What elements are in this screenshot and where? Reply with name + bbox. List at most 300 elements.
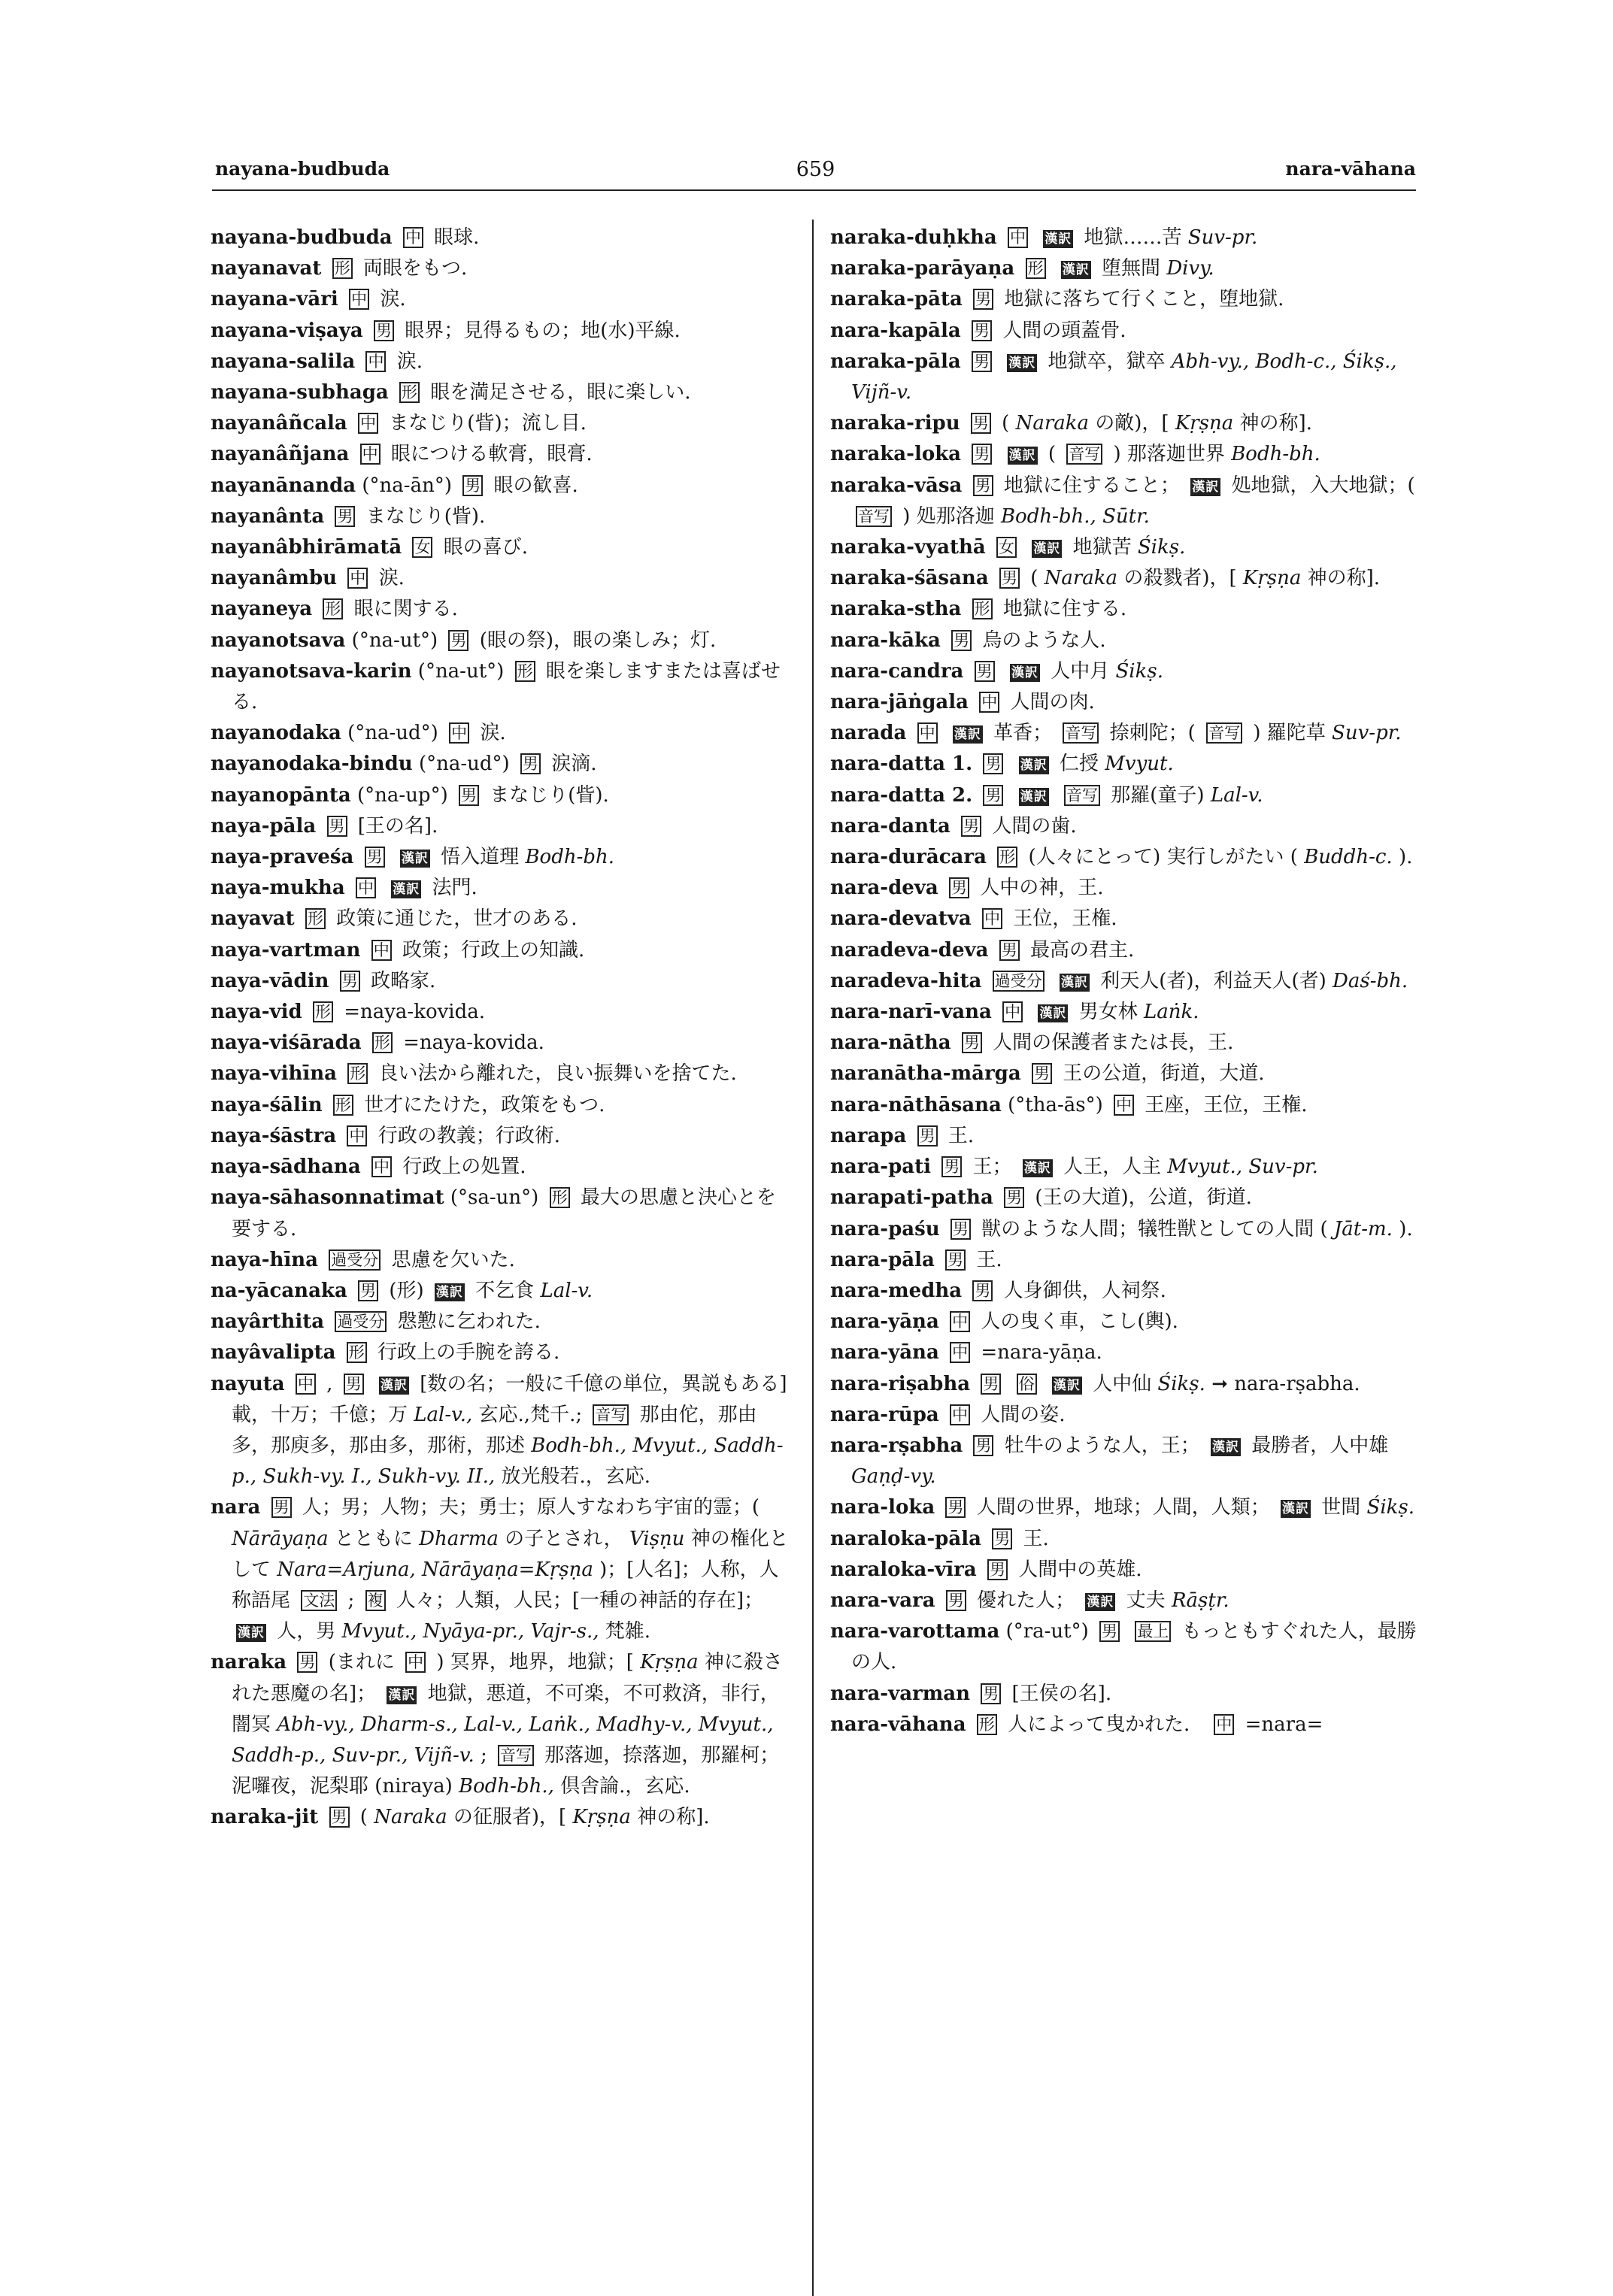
definition-text: 地獄，悪道，不可楽，不可救済，非行，闇冥 <box>232 1682 780 1736</box>
kanyaku-label: 漢訳 <box>388 1687 416 1703</box>
definition-text: 地獄に落ちて行くこと，堕地獄. <box>1004 288 1284 311</box>
headword: nayanâbhirāmatā <box>211 536 402 559</box>
source-reference: Kṛṣṇa <box>640 1651 699 1674</box>
headword: nayana-subhaga <box>211 381 389 404</box>
definition-text: ➞ nara-rṣabha. <box>1211 1372 1360 1395</box>
kanyaku-label: 漢訳 <box>954 727 981 743</box>
headword: nara-datta 1. <box>830 753 973 776</box>
grammar-label: 男 <box>917 1125 938 1146</box>
grammar-label: 形 <box>313 1001 333 1022</box>
headword: nayanâmbu <box>211 567 338 590</box>
dictionary-entry <box>211 439 794 470</box>
headword: nayanâñjana <box>211 443 350 466</box>
definition-text: 王の公道，街道，大道. <box>1063 1062 1265 1086</box>
dictionary-entry <box>830 1400 1432 1431</box>
headword: naya-vartman <box>211 938 361 962</box>
headword: nayâvalipta <box>211 1341 336 1365</box>
kanyaku-label: 漢訳 <box>1060 974 1088 990</box>
dictionary-entry <box>830 842 1432 873</box>
grammar-label: 中 <box>360 444 381 465</box>
grammar-label: 男 <box>1004 1187 1024 1208</box>
dictionary-entry <box>830 966 1432 997</box>
definition-text: 人，男 <box>277 1620 336 1643</box>
definition-text: 獣のような人間；犠牲獣としての人間 ( <box>981 1217 1328 1240</box>
definition-text: 行政上の手腕を誇る. <box>377 1341 560 1365</box>
grammar-label: 男 <box>335 506 355 527</box>
source-reference: Abh-vy., Dharm-s., Lal-v., Laṅk., Madhy-v., Mvyut., Saddh-p., Suv-pr., Vijñ-v. <box>232 1713 774 1767</box>
dictionary-entry <box>211 1121 794 1152</box>
grammar-label: 形 <box>332 258 353 279</box>
definition-text: 涙滴. <box>551 753 597 776</box>
definition-text: (°sa-un°) <box>450 1186 539 1210</box>
source-reference: Mvyut., Suv-pr. <box>1167 1156 1318 1179</box>
definition-text: 丈夫 <box>1126 1589 1166 1612</box>
definition-text: 人間の姿. <box>981 1403 1066 1426</box>
dictionary-entry <box>830 1492 1432 1523</box>
definition-text: =nara-yāṇa. <box>981 1341 1102 1365</box>
dictionary-entry <box>211 656 794 718</box>
source-reference: Bodh-bh., Mvyut., Saddh-p., Sukh-vy. I., Sukh-vy. II., <box>232 1434 784 1489</box>
definition-text: 人間中の英雄. <box>1018 1558 1142 1581</box>
definition-text: 烏のような人. <box>982 629 1106 652</box>
grammar-label: 形 <box>977 1714 997 1735</box>
source-reference: Laṅk. <box>1143 1001 1199 1024</box>
kanyaku-label: 漢訳 <box>1053 1377 1081 1393</box>
dictionary-entry <box>830 997 1432 1028</box>
grammar-label: 男 <box>972 351 992 372</box>
source-reference: Divy. <box>1166 257 1214 280</box>
source-reference: Lal-v. <box>540 1279 593 1302</box>
grammar-label: 形 <box>972 598 993 619</box>
headword: naraloka-vīra <box>830 1558 977 1581</box>
definition-text: 涙. <box>378 567 405 590</box>
headword: naraka-vyathā <box>830 536 986 559</box>
grammar-label: 形 <box>323 598 343 619</box>
grammar-label: 男 <box>946 1590 966 1611</box>
definition-text: 人；男；人物；夫；勇士；原人すなわち宇宙的霊；( <box>302 1496 760 1519</box>
grammar-label: 音写 <box>498 1745 534 1766</box>
grammar-label: 中 <box>347 568 368 589</box>
definition-text: 眼を楽しますまたは喜ばせる. <box>232 659 781 714</box>
grammar-label: 音写 <box>593 1404 629 1425</box>
dictionary-entry <box>211 780 794 811</box>
grammar-label: 中 <box>356 877 376 898</box>
grammar-label: 男 <box>973 475 993 496</box>
definition-text: ( <box>1002 412 1010 435</box>
definition-text: 眼球. <box>434 226 480 249</box>
definition-text: 眼を満足させる，眼に楽しい. <box>430 381 691 404</box>
headword: naya-sādhana <box>211 1156 361 1179</box>
grammar-label: 男 <box>374 320 394 341</box>
definition-text: 眼界；見得るもの；地(水)平線. <box>405 319 681 342</box>
dictionary-entry <box>211 532 794 563</box>
definition-text: 人間の頭蓋骨. <box>1002 319 1126 342</box>
dictionary-entry <box>211 904 794 934</box>
definition-text: 地獄……苦 <box>1084 226 1182 249</box>
kanyaku-label: 漢訳 <box>1008 448 1036 464</box>
kanyaku-label: 漢訳 <box>1039 1006 1067 1022</box>
dictionary-entry <box>830 253 1432 284</box>
definition-text: ( <box>359 1806 368 1829</box>
definition-text: ) 羅陀草 <box>1253 722 1326 745</box>
headword: naraka-pāta <box>830 288 963 311</box>
grammar-label: 男 <box>340 971 360 992</box>
definition-text: 涙. <box>480 722 506 745</box>
definition-text: 人間の保護者または長，王. <box>993 1031 1234 1055</box>
definition-text: (人々にとって) 実行しがたい ( <box>1028 846 1298 869</box>
grammar-label: 男 <box>972 320 992 341</box>
headword: nara-yāṇa <box>830 1310 939 1334</box>
dictionary-entry <box>830 594 1432 625</box>
headword: nayanâñcala <box>211 412 347 435</box>
grammar-label: 男 <box>983 753 1003 774</box>
dictionary-entry <box>830 223 1432 253</box>
definition-text: まなじり(眥). <box>490 783 609 807</box>
definition-text: まなじり(眥)；流し目. <box>389 412 587 435</box>
dictionary-entry <box>830 347 1432 408</box>
source-reference: Dharma <box>419 1527 499 1550</box>
headword: nara-kapāla <box>830 319 961 342</box>
definition-text: 涙. <box>396 350 423 373</box>
headword: nayanānanda <box>211 474 356 497</box>
dictionary-entry <box>211 1492 794 1647</box>
grammar-label: 形 <box>1026 258 1046 279</box>
grammar-label: 形 <box>997 847 1017 868</box>
definition-text: (°tha-ās°) <box>1008 1093 1103 1116</box>
source-reference: Gaṇḍ-vy. <box>851 1465 936 1489</box>
definition-text: 王位，王権. <box>1013 907 1117 931</box>
headword: narada <box>830 722 907 745</box>
kanyaku-label: 漢訳 <box>401 851 429 867</box>
definition-text: 眼に関する. <box>353 598 458 621</box>
source-reference: Nārāyaṇa <box>232 1527 329 1550</box>
headword: nara-nāthāsana <box>830 1093 1002 1116</box>
source-reference: Naraka <box>1044 567 1118 590</box>
dictionary-entry <box>211 501 794 532</box>
dictionary-entry <box>830 1431 1432 1492</box>
dictionary-entry <box>211 749 794 780</box>
definition-text: 人間の世界，地球；人間，人類； <box>976 1496 1270 1519</box>
kanyaku-label: 漢訳 <box>1087 1594 1114 1610</box>
grammar-label: 男 <box>358 1280 378 1301</box>
definition-text: 地獄に住する. <box>1002 598 1127 621</box>
dictionary-entry <box>211 1802 794 1833</box>
source-reference: Śikṣ. <box>1157 1372 1205 1395</box>
dictionary-entry <box>830 749 1432 780</box>
headword: naya-hīna <box>211 1248 319 1271</box>
kanyaku-label: 漢訳 <box>1045 232 1072 247</box>
grammar-label: 過受分 <box>993 971 1045 992</box>
headword: nara-candra <box>830 659 964 683</box>
grammar-label: 男 <box>941 1156 962 1177</box>
page-number: 659 <box>796 158 835 181</box>
grammar-label: 音写 <box>856 506 892 527</box>
headword: naya-sāhasonnatimat <box>211 1186 444 1210</box>
headword: nara-durācara <box>830 846 987 869</box>
headword: naraka-stha <box>830 598 962 621</box>
dictionary-entry <box>211 625 794 656</box>
headword: narapati-patha <box>830 1186 993 1210</box>
definition-text: 良い法から離れた，良い振舞いを捨てた. <box>378 1062 737 1086</box>
definition-text: 優れた人； <box>977 1589 1075 1612</box>
definition-text: 人々；人類，人民；[一種の神話的存在]； <box>396 1589 764 1612</box>
definition-text: 牡牛のような人，王； <box>1004 1434 1200 1457</box>
headword: nara-yāna <box>830 1341 939 1365</box>
headword: naranātha-mārga <box>830 1062 1021 1086</box>
dictionary-entry <box>830 532 1432 563</box>
headword: nara-vara <box>830 1589 935 1612</box>
right-column <box>830 223 1432 1740</box>
dictionary-entry <box>830 1059 1432 1089</box>
dictionary-entry <box>211 811 794 842</box>
headword: naraka-parāyaṇa <box>830 257 1015 280</box>
header-rule <box>212 189 1416 191</box>
headword: nayavat <box>211 907 295 931</box>
definition-text: 処地獄，入大地獄；( <box>1231 474 1415 497</box>
headword: naya-mukha <box>211 877 345 900</box>
dictionary-entry <box>830 1616 1432 1678</box>
headword: nayanotsava <box>211 629 346 652</box>
kanyaku-label: 漢訳 <box>380 1377 408 1393</box>
dictionary-entry <box>830 656 1432 687</box>
grammar-label: 最上 <box>1135 1621 1171 1642</box>
headword: nayuta <box>211 1372 285 1395</box>
grammar-label: 女 <box>996 537 1017 558</box>
kanyaku-label: 漢訳 <box>1033 541 1061 557</box>
grammar-label: 音写 <box>1063 722 1099 744</box>
definition-text: 王座，王位，王権. <box>1145 1093 1308 1116</box>
definition-text: 那由佗，那由多，那庾多，那由多，那術，那述 <box>232 1403 757 1457</box>
definition-text: の殺戮者)，[ <box>1123 567 1237 590</box>
definition-text: (王の大道)，公道，街道. <box>1035 1186 1252 1210</box>
dictionary-entry <box>830 1214 1432 1245</box>
headword: naraka-ripu <box>830 412 960 435</box>
dictionary-entry <box>830 1679 1432 1710</box>
grammar-label: 中 <box>950 1342 970 1363</box>
kanyaku-label: 漢訳 <box>1212 1439 1240 1455</box>
grammar-label: 形 <box>399 382 420 403</box>
grammar-label: 中 <box>347 1125 367 1146</box>
dictionary-entry <box>211 223 794 253</box>
grammar-label: 中 <box>449 722 469 744</box>
definition-text: 王. <box>976 1248 1002 1271</box>
headword: naraloka-pāla <box>830 1527 981 1550</box>
source-reference: Daś-bh. <box>1333 969 1408 992</box>
headword: naradeva-hita <box>830 969 982 992</box>
grammar-label: 形 <box>515 661 535 682</box>
headword: naraka-vāsa <box>830 474 963 497</box>
grammar-label: 男 <box>961 816 981 837</box>
headword: nara-deva <box>830 877 938 900</box>
definition-text: 革香； <box>993 722 1053 745</box>
headword: naya-pāla <box>211 814 317 838</box>
definition-text: 王. <box>1023 1527 1049 1550</box>
dictionary-entry <box>211 1245 794 1276</box>
definition-text: 人身御供，人祠祭. <box>1003 1279 1166 1302</box>
headword: naraka-jit <box>211 1806 319 1829</box>
grammar-label: 中 <box>371 1156 392 1177</box>
dictionary-entry <box>830 1183 1432 1213</box>
definition-text: 放光般若.，玄応. <box>501 1465 650 1489</box>
dictionary-entry <box>211 718 794 749</box>
definition-text: まなじり(眥). <box>365 504 486 528</box>
headword: nayana-viṣaya <box>211 319 363 342</box>
headword: nara-pati <box>830 1156 931 1179</box>
headword: nayanavat <box>211 257 322 280</box>
headword: nayanânta <box>211 504 325 528</box>
definition-text: 男女林 <box>1078 1001 1138 1024</box>
headword: nara <box>211 1496 261 1519</box>
headword: nara-kāka <box>830 629 941 652</box>
headword: naraka <box>211 1651 287 1674</box>
kanyaku-label: 漢訳 <box>1062 262 1090 278</box>
grammar-label: 男 <box>297 1652 317 1673</box>
definition-text: [王侯の名]. <box>1011 1682 1112 1705</box>
source-reference: Rāṣṭr. <box>1171 1589 1229 1612</box>
headword: naraka-śāsana <box>830 567 989 590</box>
definition-text: (°na-up°) <box>357 783 448 807</box>
grammar-label: 男 <box>945 1249 966 1271</box>
kanyaku-label: 漢訳 <box>393 882 420 898</box>
grammar-label: 形 <box>347 1342 367 1363</box>
definition-text: ) 冥界，地界，地獄；[ <box>436 1651 634 1674</box>
grammar-label: 中 <box>349 289 369 310</box>
headword: nara-loka <box>830 1496 935 1519</box>
definition-text: ; <box>480 1743 487 1767</box>
dictionary-entry <box>830 1337 1432 1368</box>
definition-text: 政策に通じた，世才のある. <box>336 907 578 931</box>
dictionary-entry <box>211 377 794 408</box>
dictionary-entry <box>830 687 1432 718</box>
grammar-label: 男 <box>972 1280 993 1301</box>
definition-text: 王. <box>947 1124 975 1147</box>
left-guide-word: nayana-budbuda <box>215 158 390 180</box>
headword: nara-riṣabha <box>830 1372 971 1395</box>
source-reference: Viṣṇu <box>629 1527 685 1550</box>
source-reference: Jāt-m. <box>1333 1217 1393 1240</box>
definition-text: の子とされ， <box>505 1527 623 1550</box>
dictionary-entry <box>211 1369 794 1493</box>
grammar-label: 男 <box>459 785 479 806</box>
dictionary-entry <box>830 1276 1432 1307</box>
definition-text: 不乞食 <box>475 1279 535 1302</box>
dictionary-entry <box>830 1152 1432 1183</box>
column-divider <box>812 220 814 2296</box>
grammar-label: 男 <box>1099 1621 1120 1642</box>
grammar-label: 男 <box>992 1528 1012 1549</box>
definition-text: =nara= <box>1245 1713 1323 1736</box>
dictionary-entry <box>830 873 1432 904</box>
headword: nara-rṣabha <box>830 1434 963 1457</box>
grammar-label: 男 <box>973 289 993 310</box>
kanyaku-label: 漢訳 <box>238 1625 265 1641</box>
dictionary-entry <box>830 284 1432 315</box>
headword: nayana-vāri <box>211 288 338 311</box>
kanyaku-label: 漢訳 <box>1008 355 1036 371</box>
dictionary-entry <box>211 966 794 997</box>
grammar-label: 男 <box>951 1219 971 1240</box>
definition-text: 王； <box>972 1156 1012 1179</box>
definition-text: 人中月 <box>1051 659 1110 683</box>
headword: naya-praveśa <box>211 846 354 869</box>
dictionary-entry <box>211 316 794 347</box>
source-reference: Bodh-bh. <box>1231 443 1320 466</box>
grammar-label: 男 <box>983 785 1003 806</box>
dictionary-entry <box>211 1152 794 1183</box>
dictionary-entry <box>211 873 794 904</box>
source-reference: Śikṣ. <box>1366 1496 1415 1519</box>
definition-text: 神に殺された悪魔の名]； <box>232 1651 783 1705</box>
grammar-label: 音写 <box>1206 722 1242 744</box>
definition-text: ) 処那洛迦 <box>902 504 995 528</box>
definition-text: もっともすぐれた人，最勝の人. <box>851 1620 1417 1674</box>
kanyaku-label: 漢訳 <box>1023 1161 1051 1177</box>
definition-text: 玄応.,梵千.; <box>478 1403 583 1426</box>
dictionary-entry <box>830 935 1432 966</box>
definition-text: (°na-ud°) <box>418 753 510 776</box>
grammar-label: 俗 <box>1017 1374 1037 1395</box>
grammar-label: 男 <box>981 1683 1001 1704</box>
grammar-label: 中 <box>950 1311 970 1332</box>
headword: naya-vihīna <box>211 1062 338 1086</box>
definition-text: ) 那落迦世界 <box>1113 443 1225 466</box>
headword: naya-śālin <box>211 1093 323 1116</box>
definition-text: 涙. <box>380 288 406 311</box>
dictionary-entry <box>211 1028 794 1059</box>
definition-text: 行政上の処置. <box>402 1156 526 1179</box>
source-reference: Nara=Arjuna, Nārāyaṇa=Kṛṣṇa <box>277 1558 593 1581</box>
dictionary-entry <box>211 842 794 873</box>
grammar-label: 音写 <box>1064 785 1100 806</box>
definition-text: 人間の歯. <box>992 814 1077 838</box>
headword: nara-medha <box>830 1279 963 1302</box>
headword: naya-śāstra <box>211 1124 337 1147</box>
dictionary-entry <box>211 471 794 501</box>
grammar-label: 男 <box>365 847 385 868</box>
source-reference: Lal-v. <box>1210 783 1263 807</box>
grammar-label: 中 <box>1008 227 1028 248</box>
grammar-label: 形 <box>333 1095 353 1116</box>
definition-text: 法門. <box>432 877 478 900</box>
grammar-label: 中 <box>358 413 378 434</box>
grammar-label: 中 <box>982 908 1002 929</box>
dictionary-entry <box>830 718 1432 749</box>
source-reference: Naraka <box>1015 412 1089 435</box>
definition-text: 人間の肉. <box>1010 691 1095 714</box>
grammar-label: 中 <box>950 1404 970 1425</box>
definition-text: ; <box>347 1589 355 1612</box>
grammar-label: 男 <box>999 568 1020 589</box>
headword: nara-varman <box>830 1682 970 1705</box>
source-reference: Bodh-bh., Sūtr. <box>1000 504 1150 528</box>
headword: narapa <box>830 1124 907 1147</box>
kanyaku-label: 漢訳 <box>435 1284 463 1300</box>
headword: naya-vid <box>211 1001 302 1024</box>
source-reference: Suv-pr. <box>1332 722 1402 745</box>
definition-text: 地獄に住すること； <box>1003 474 1180 497</box>
grammar-label: 男 <box>344 1374 364 1395</box>
definition-text: 眼につける軟膏，眼膏. <box>390 443 593 466</box>
definition-text: 慇懃に乞われた. <box>397 1310 541 1334</box>
definition-text: とともに <box>334 1527 413 1550</box>
definition-text: の征服者)，[ <box>453 1806 567 1829</box>
grammar-label: 男 <box>520 753 541 774</box>
definition-text: 人の曳く車，こし(輿). <box>981 1310 1178 1334</box>
dictionary-entry <box>211 347 794 377</box>
headword: nayaneya <box>211 598 313 621</box>
definition-text: 那羅(童子) <box>1111 783 1205 807</box>
grammar-label: 文法 <box>301 1590 337 1611</box>
